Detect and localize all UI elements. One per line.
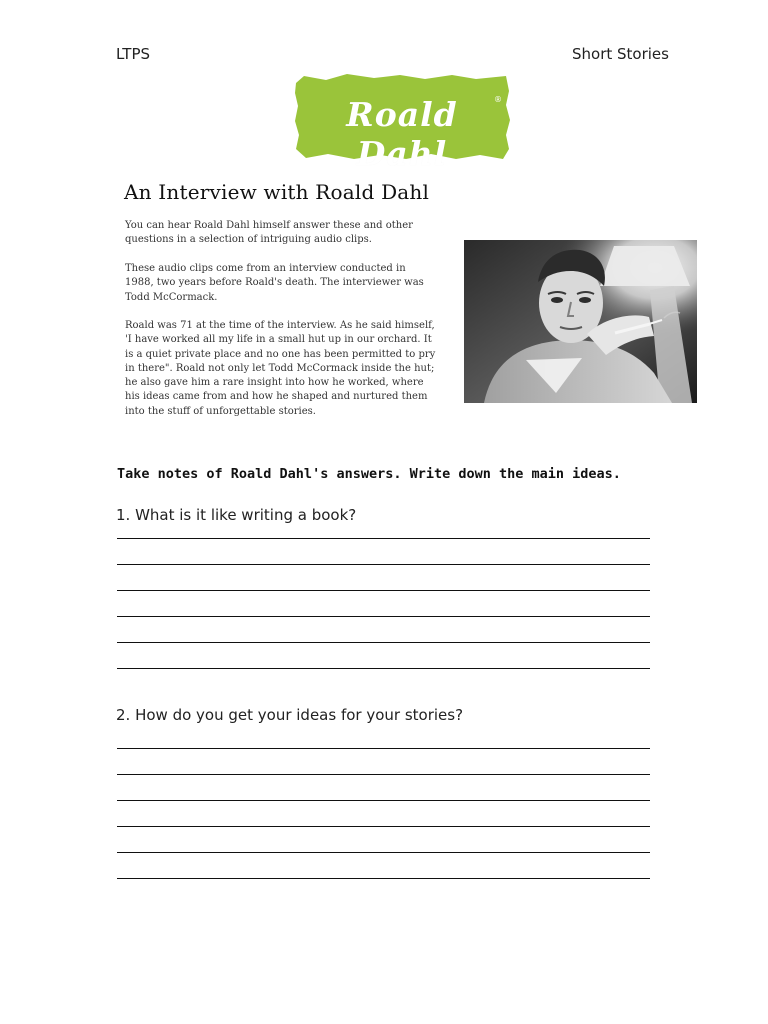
question-2: 2. How do you get your ideas for your stories? [116, 706, 464, 724]
article-paragraph-2: These audio clips come from an interview conducted in 1988, two years before Roald's death. The interviewer was Todd McCormack. [125, 263, 424, 303]
answer-line[interactable] [117, 774, 650, 775]
logo-text: Roald Dahl [346, 95, 458, 173]
answer-line[interactable] [117, 642, 650, 643]
article-paragraph-3: Roald was 71 at the time of the interview. As he said himself, 'I have worked all my life in a small hut up in our orchard. It is a quiet private place and no one has been permitted to pry in there". Roald not only let Todd McCormack inside the hut; he also gave him a rare insight into how he worked, where his ideas came from and how he shaped and nurtured them into the stuff of unforgettable stories. [125, 320, 436, 417]
answer-line[interactable] [117, 852, 650, 853]
question-1: 1. What is it like writing a book? [116, 506, 357, 524]
article-paragraph-1: You can hear Roald Dahl himself answer these and other questions in a selection of intriguing audio clips. [125, 220, 413, 246]
answer-lines-question-2 [117, 748, 650, 904]
answer-line[interactable] [117, 616, 650, 617]
article-title: An Interview with Roald Dahl [124, 180, 430, 204]
answer-line[interactable] [117, 826, 650, 827]
answer-line[interactable] [117, 800, 650, 801]
roald-dahl-logo [292, 73, 512, 173]
answer-line[interactable] [117, 748, 650, 749]
instruction-text: Take notes of Roald Dahl's answers. Write down the main ideas. [117, 466, 621, 482]
answer-line[interactable] [117, 538, 650, 539]
answer-line[interactable] [117, 564, 650, 565]
answer-line[interactable] [117, 668, 650, 669]
answer-lines-question-1 [117, 538, 650, 694]
author-photo [464, 240, 697, 403]
answer-line[interactable] [117, 878, 650, 879]
logo-registered-mark: ® [494, 95, 502, 104]
answer-line[interactable] [117, 590, 650, 591]
header-right-text: Short Stories [572, 45, 669, 63]
header-left-text: LTPS [116, 45, 151, 63]
